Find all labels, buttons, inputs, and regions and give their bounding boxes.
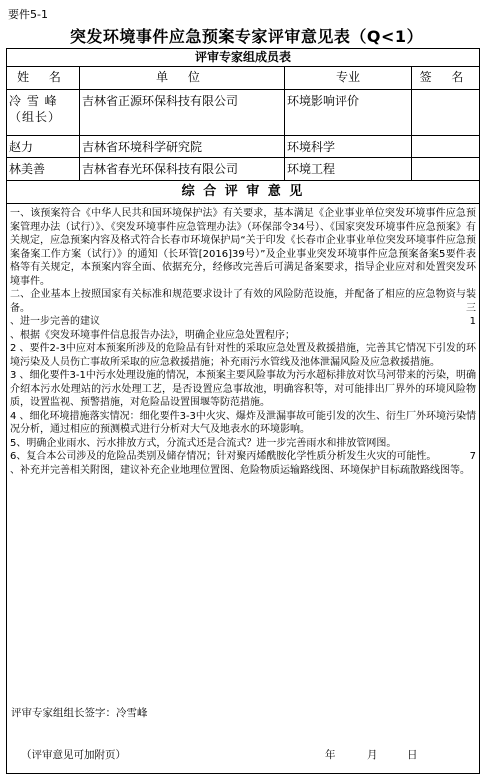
opinion-paragraph: 、补充并完善相关附图，建议补充企业地理位置图、危险物质运输路线图、环境保护目标疏散路线图等。 <box>10 464 470 476</box>
opinion-paragraph: 、进一步完善的建议 1 <box>10 316 476 327</box>
members-section-title: 评审专家组成员表 <box>7 49 479 67</box>
attachment-label: 要件5-1 <box>8 8 48 21</box>
opinion-section-title: 综 合 评 审 意 见 <box>7 181 479 204</box>
column-header-signature: 签 名 <box>419 70 472 84</box>
attachment-note: （评审意见可加附页） <box>21 749 126 761</box>
member-signature[interactable] <box>412 158 479 180</box>
opinion-paragraph: 6、复合本公司涉及的危险品类别及储存情况；针对聚丙烯酰胺化学性质分析发生火灾的可能性。 7 <box>10 451 476 462</box>
opinion-paragraph: 2 、要件2-3中应对本预案所涉及的危险品有针对性的采取应急处置及救援措施，完善其它情况下引发的环境污染及人员伤亡事故所采取的应急救援措施；补充雨污水管线及池体泄漏风险及应急救援措施。 <box>10 343 476 368</box>
member-specialty: 环境科学 <box>285 136 412 157</box>
member-unit: 吉林省环境科学研究院 <box>80 136 285 157</box>
member-name: 冷 雪 峰（组长） <box>7 90 80 135</box>
opinion-paragraph: 5、明确企业雨水、污水排放方式，分流式还是合流式？进一步完善雨水和排放管网图。 <box>10 437 397 449</box>
members-header-row <box>7 67 479 90</box>
member-row <box>7 136 479 158</box>
column-header-specialty: 专业 <box>285 67 412 89</box>
opinion-paragraph: 4 、细化环境措施落实情况：细化要件3-3中火灾、爆炸及泄漏事故可能引发的次生、衍生厂外环境污染情况分析，通过相应的预测模式进行分析对大气及地表水的环境影响。 <box>10 410 476 435</box>
member-signature[interactable] <box>412 90 479 135</box>
date-month-label: 月 <box>367 749 378 761</box>
member-row <box>7 158 479 181</box>
date-year-label: 年 <box>325 749 336 761</box>
review-form-table <box>6 48 480 774</box>
member-row <box>7 90 479 136</box>
document-title: 突发环境事件应急预案专家评审意见表（Q<1） <box>69 27 424 46</box>
member-signature[interactable] <box>412 136 479 157</box>
member-unit: 吉林省正源环保科技有限公司 <box>80 90 285 135</box>
date-day-label: 日 <box>407 749 418 761</box>
opinion-paragraph: 3 、细化要件3-1中污水处理设施的情况，本预案主要风险事故为污水超标排放对饮马河带来的污染，明确介绍本污水处理站的污水处理工艺，是否设置应急事故池，明确容积等，对可能排出厂界外的环境风险物质，设置监视、预警措施，对危险品设置围堰等防范措施。 <box>10 370 476 408</box>
member-name: 林美善 <box>7 158 80 180</box>
opinion-paragraph: 一、该预案符合《中华人民共和国环境保护法》有关要求，基本满足《企业事业单位突发环境事件应急预案管理办法（试行）》、《突发环境事件应急管理办法》（环保部令34号）、《国家突发环境事件应急预案》有关规定，应急预案内容及格式符合长春市环境保护局“关于印发《长春市企业事业单位突发环境事件应急预案备案工作方案（试行）》的通知（长环管[2016]39号）”及企业事业突发环境事件应急预案备案5要件表格等有关规定，本预案内容全面、依据充分，经修改完善后可满足备案要求，指导企业应对和处置突发环境事件。 <box>10 208 476 287</box>
leader-signature-line: 评审专家组组长签字：冷雪峰 <box>11 707 148 719</box>
opinion-body <box>10 207 476 477</box>
column-header-unit: 单 位 <box>80 67 285 89</box>
column-header-name: 姓 名 <box>7 67 80 89</box>
member-unit: 吉林省春光环保科技有限公司 <box>80 158 285 180</box>
opinion-paragraph: 、根据《突发环境事件信息报告办法》，明确企业应急处置程序； <box>10 329 295 341</box>
member-specialty: 环境影响评价 <box>285 90 412 135</box>
opinion-paragraph: 二、企业基本上按照国家有关标准和规范要求设计了有效的风险防范设施，并配备了相应的应急物资与装备。 三 <box>10 289 476 314</box>
member-specialty: 环境工程 <box>285 158 412 180</box>
member-name: 赵力 <box>7 136 80 157</box>
